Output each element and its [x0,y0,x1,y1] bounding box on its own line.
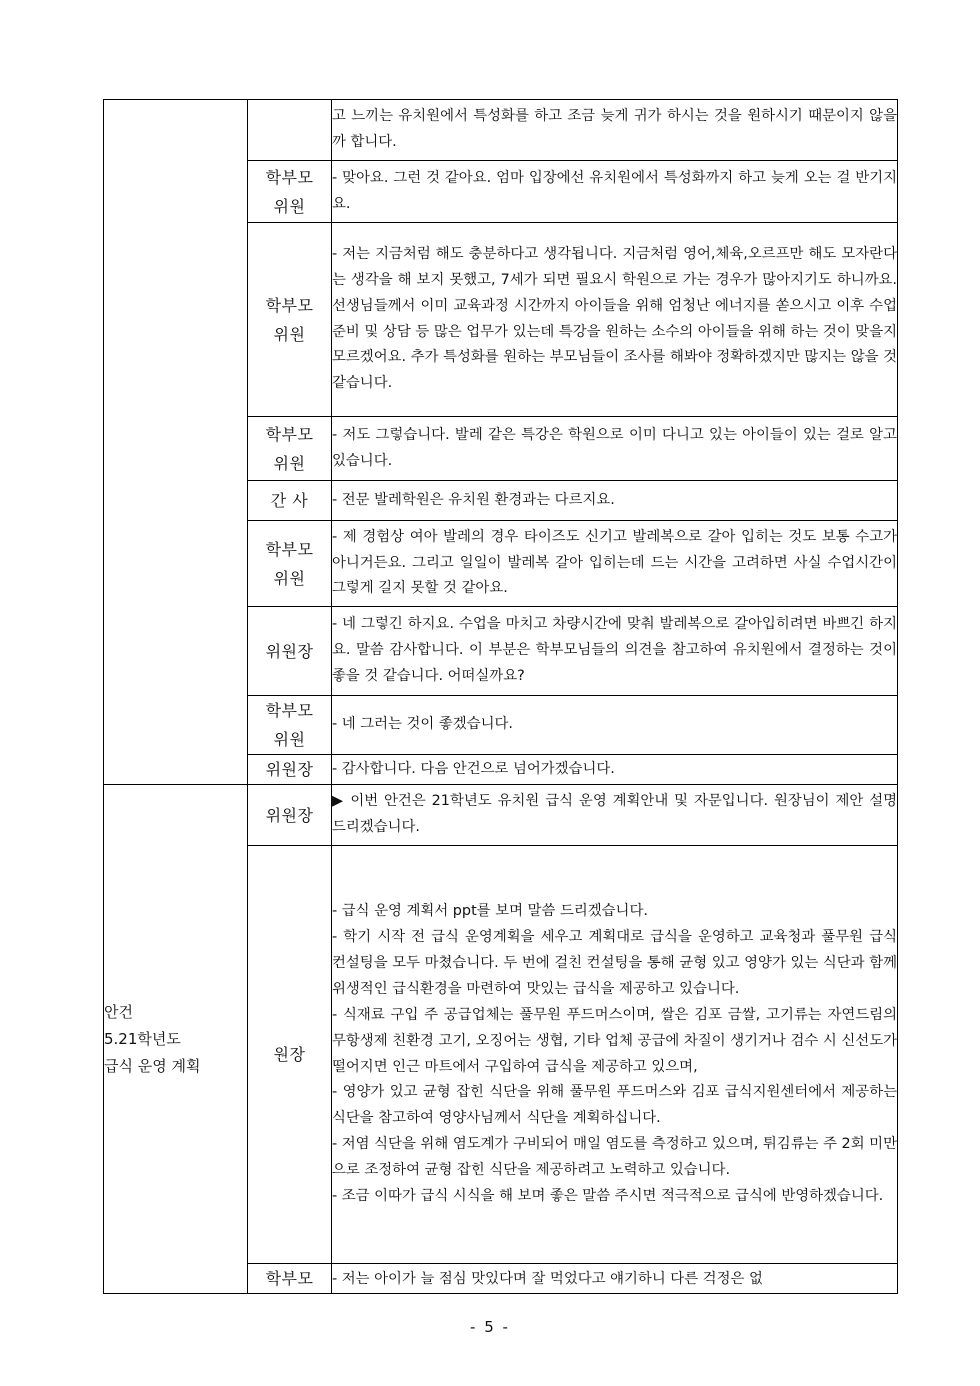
speech-cell: - 급식 운영 계획서 ppt를 보며 말씀 드리겠습니다. - 학기 시작 전 급식 운영계획을 세우고 계획대로 급식을 운영하고 교육청과 풀무원 급식 컨설팅을 모두 마쳤습니다. 두 번에 걸친 컨설팅을 통해 균형 있고 영양가 있는 식단과 함께 위생적인 급식환경을 마련하여 맛있는 급식을 제공하고 있습니다. - 식재료 구입 주 공급업체는 풀무원 푸드머스이며, 쌀은 김포 금쌀, 고기류는 자연드림의 무항생제 친환경 고기, 오징어는 생협, 기타 업체 공급에 차질이 생기거나 검수 시 신선도가 떨어지면 인근 마트에서 구입하여 급식을 제공하고 있으며, - 영양가 있고 균형 잡힌 식단을 위해 풀무원 푸드머스와 김포 급식지원센터에서 제공하는 식단을 참고하여 영양사님께서 식단을 계획하십니다. - 저염 식단을 위해 염도계가 구비되어 매일 염도를 측정하고 있으며, 튀김류는 주 2회 미만으로 조정하여 균형 잡힌 식단을 제공하려고 노력하고 있습니다. - 조금 이따가 급식 시식을 해 보며 좋은 말씀 주시면 적극적으로 급식에 반영하겠습니다. [332,846,898,1264]
speaker-cell: 학부모 위원 [248,696,332,755]
speech-cell: 고 느끼는 유치원에서 특성화를 하고 조금 늦게 귀가 하시는 것을 원하시기 때문이지 않을까 합니다. [332,100,898,161]
agenda-line: 5.21학년도 [104,1029,181,1048]
page-number: - 5 - [470,1318,510,1336]
speech-cell: ▶ 이번 안건은 21학년도 유치원 급식 운영 계획안내 및 자문입니다. 원장님이 제안 설명 드리겠습니다. [332,785,898,846]
speaker-cell: 간 사 [248,481,332,521]
table-row [104,100,898,161]
speech-cell: - 저는 지금처럼 해도 충분하다고 생각됩니다. 지금처럼 영어,체육,오르프만 해도 모자란다는 생각을 해 보지 못했고, 7세가 되면 필요시 학원으로 가는 경우가 많아지기도 하니까요. 선생님들께서 이미 교육과정 시간까지 아이들을 위해 엄청난 에너지를 쏟으시고 이후 수업준비 및 상담 등 많은 업무가 있는데 특강을 원하는 소수의 아이들을 위해 하는 것이 맞을지 모르겠어요. 추가 특성화를 원하는 부모님들이 조사를 해봐야 정확하겠지만 많지는 않을 것 같습니다. [332,223,898,417]
speech-cell: - 네 그러는 것이 좋겠습니다. [332,696,898,755]
speech-cell: - 맞아요. 그런 것 같아요. 엄마 입장에선 유치원에서 특성화까지 하고 늦게 오는 걸 반기지요. [332,161,898,223]
speaker-cell: 학부모 위원 [248,223,332,417]
agenda-cell-empty [104,100,248,785]
speaker-cell [248,100,332,161]
speaker-cell: 학부모 위원 [248,417,332,481]
speech-cell: - 네 그렇긴 하지요. 수업을 마치고 차량시간에 맞춰 발레복으로 갈아입히려면 바쁘긴 하지요. 말씀 감사합니다. 이 부분은 학부모님들의 의견을 참고하여 유치원에서 결정하는 것이 좋을 것 같습니다. 어떠실까요? [332,607,898,696]
speaker-cell: 학부모 위원 [248,161,332,223]
speaker-cell: 학부모 [248,1264,332,1294]
agenda-line: 안건 [104,1002,133,1021]
speech-cell: - 저도 그렇습니다. 발레 같은 특강은 학원으로 이미 다니고 있는 아이들이 있는 걸로 알고 있습니다. [332,417,898,481]
meeting-minutes-table [103,99,898,1294]
speech-cell: - 제 경험상 여아 발레의 경우 타이즈도 신기고 발레복으로 갈아 입히는 것도 보통 수고가 아니거든요. 그리고 일일이 발레복 갈아 입히는데 드는 시간을 고려하면 사실 수업시간이 그렇게 길지 못할 것 같아요. [332,521,898,607]
speech-cell: - 저는 아이가 늘 점심 맛있다며 잘 먹었다고 얘기하니 다른 걱정은 없 [332,1264,898,1294]
table-row [104,785,898,846]
agenda-cell [104,785,248,1294]
speaker-cell: 위원장 [248,785,332,846]
speech-cell: - 감사합니다. 다음 안건으로 넘어가겠습니다. [332,755,898,785]
speech-cell: - 전문 발레학원은 유치원 환경과는 다르지요. [332,481,898,521]
speaker-cell: 학부모 위원 [248,521,332,607]
agenda-line: 급식 운영 계획 [104,1056,201,1075]
speaker-cell: 위원장 [248,607,332,696]
speaker-cell: 위원장 [248,755,332,785]
speaker-cell: 원장 [248,846,332,1264]
